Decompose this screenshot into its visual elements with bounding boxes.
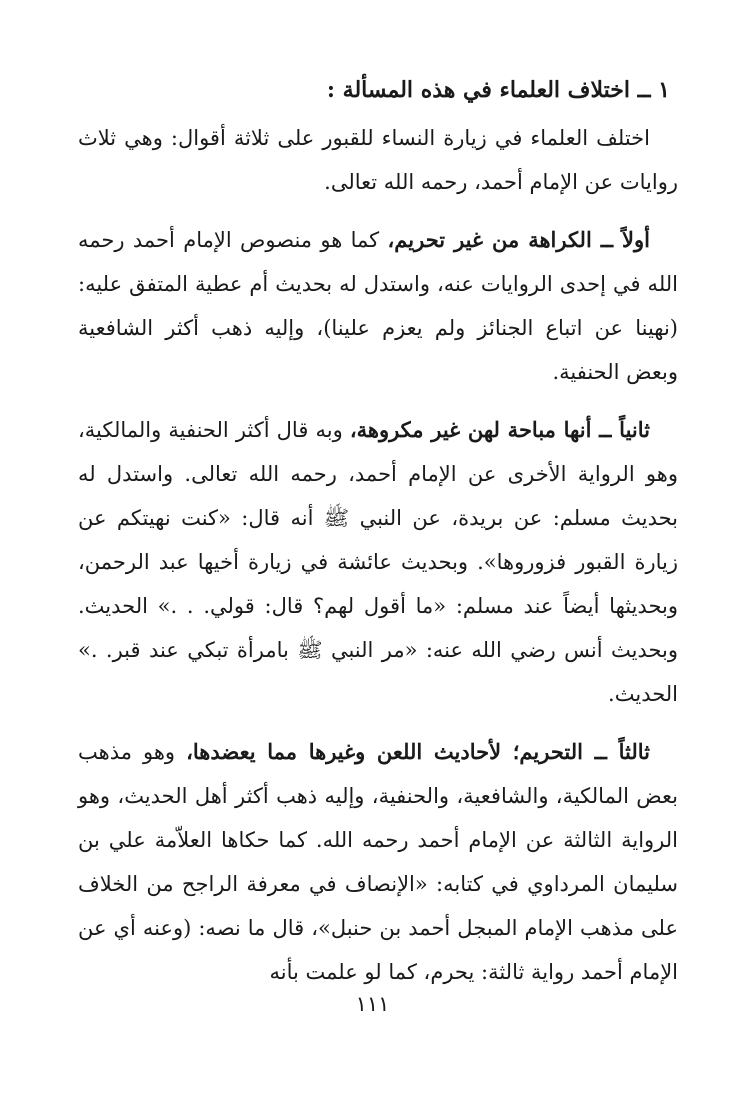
opinion-1-text [78, 218, 678, 394]
opinion-3-lead: ثالثاً ــ التحريم؛ لأحاديث اللعن وغيرها مما يعضدها، [186, 739, 650, 764]
page-body [78, 68, 678, 1008]
opinion-1-lead: أولاً ــ الكراهة من غير تحريم، [387, 227, 650, 252]
opinion-paragraph-3 [78, 730, 678, 994]
opinion-1-body: كما هو منصوص الإمام أحمد رحمه الله في إحدى الروايات عنه، واستدل له بحديث أم عطية المتفق عليه: (نهينا عن اتباع الجنائز ولم يعزم علينا)، وإليه ذهب أكثر الشافعية وبعض الحنفية. [78, 228, 678, 384]
opinion-3-body: وهو مذهب بعض المالكية، والشافعية، والحنفية، وإليه ذهب أكثر أهل الحديث، وهو الرواية الثالثة عن الإمام أحمد رحمه الله. كما حكاها العلاّمة علي بن سليمان المرداوي في كتابه: «الإنصاف في معرفة الراجح من الخلاف على مذهب الإمام المبجل أحمد بن حنبل»، قال ما نصه: (وعنه أي عن الإمام أحمد رواية ثالثة: يحرم، كما لو علمت بأنه [78, 740, 678, 984]
opinion-3-text [78, 730, 678, 994]
intro-paragraph [78, 116, 678, 204]
opinion-2-text [78, 408, 678, 716]
opinion-paragraph-2 [78, 408, 678, 716]
section-heading: ١ ــ اختلاف العلماء في هذه المسألة : [326, 77, 670, 103]
page-number: ١١١ [355, 992, 390, 1016]
opinion-paragraph-1 [78, 218, 678, 394]
opinion-2-lead: ثانياً ــ أنها مباحة لهن غير مكروهة، [349, 417, 650, 442]
opinion-2-body: وبه قال أكثر الحنفية والمالكية، وهو الرواية الأخرى عن الإمام أحمد، رحمه الله تعالى. واستدل له بحديث مسلم: عن بريدة، عن النبي ﷺ أنه قال: «كنت نهيتكم عن زيارة القبور فزوروها». وبحديث عائشة في زيارة أخيها عبد الرحمن، وبحديثها أيضاً عند مسلم: «ما أقول لهم؟ قال: قولي. . .» الحديث. وبحديث أنس رضي الله عنه: «مر النبي ﷺ بامرأة تبكي عند قبر. .» الحديث. [78, 418, 678, 706]
intro-text: اختلف العلماء في زيارة النساء للقبور على ثلاثة أقوال: وهي ثلاث روايات عن الإمام أحمد، رحمه الله تعالى. [78, 126, 678, 194]
